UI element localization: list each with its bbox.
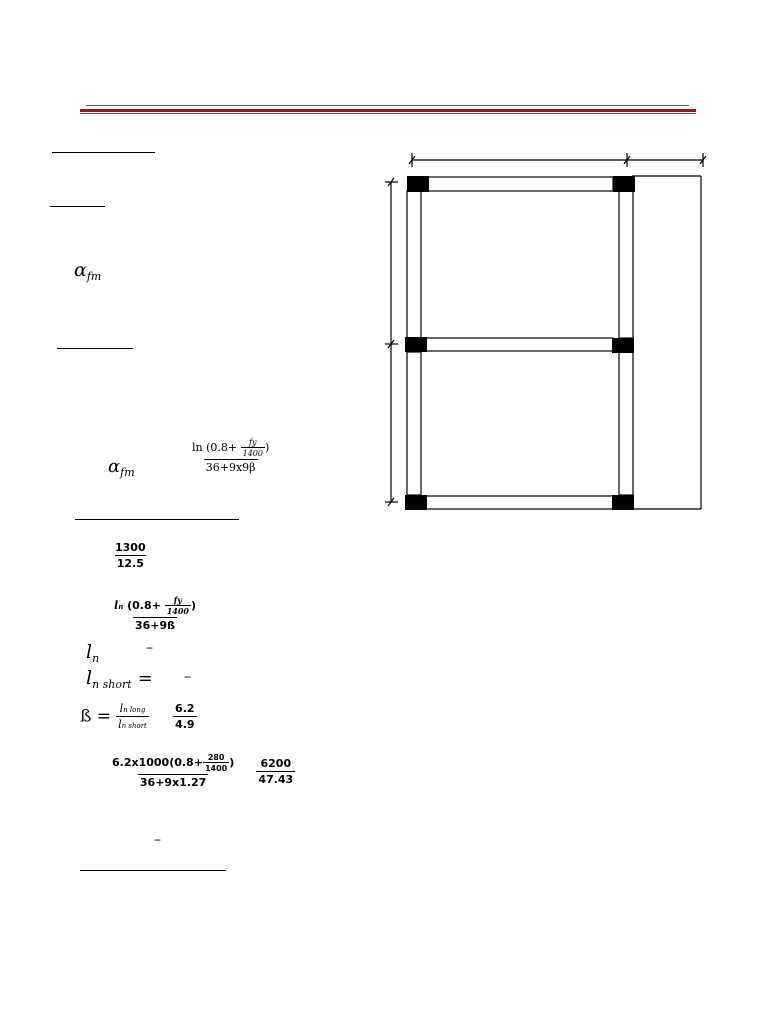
column-top-left: [407, 176, 429, 192]
column-bottom-left: [405, 495, 427, 510]
bottom-dash: –: [154, 832, 161, 848]
column-top-right: [613, 176, 635, 192]
fraction-1300: $\frac{1300}{12.5}$: [115, 541, 146, 570]
ln-dash: –: [146, 640, 153, 656]
ln-short-dash: –: [184, 669, 191, 685]
column-mid-left: [405, 337, 427, 352]
beam-right-upper: [619, 191, 633, 338]
beam-top: [428, 177, 613, 191]
beta-formula: ß = $\frac{\text{ln long}}{\text{ln short}}$ $\frac{6.2}{4.9}$: [80, 702, 195, 731]
beam-left-upper: [407, 191, 421, 338]
ln-short-symbol: $l_{n short}$ =: [86, 667, 153, 691]
beam-left-lower: [407, 352, 421, 495]
alpha-fm-symbol-2: $\alpha_{fm}$: [108, 456, 135, 479]
calc-formula: 6.2x1000(0.8+ $\frac{280}{1400}$ ) 36+9x1.27 $\frac{6200}{47.43}$: [112, 753, 294, 789]
beam-bottom: [426, 496, 613, 509]
beam-middle: [426, 338, 613, 351]
beam-right-lower: [619, 352, 633, 495]
column-mid-right: [612, 338, 634, 353]
alpha-fm-symbol-1: $\alpha_{fm}$: [74, 259, 102, 283]
ln-symbol: $l_n$: [86, 641, 100, 665]
column-bottom-right: [612, 495, 634, 510]
ln-formula: ln (0.8+ $\frac{fy}{1400}$ ) 36+9ß: [114, 595, 196, 632]
alpha-fm-formula: ln (0.8+ $\frac{fy}{1400}$ ) 36+9x9β: [192, 438, 270, 474]
